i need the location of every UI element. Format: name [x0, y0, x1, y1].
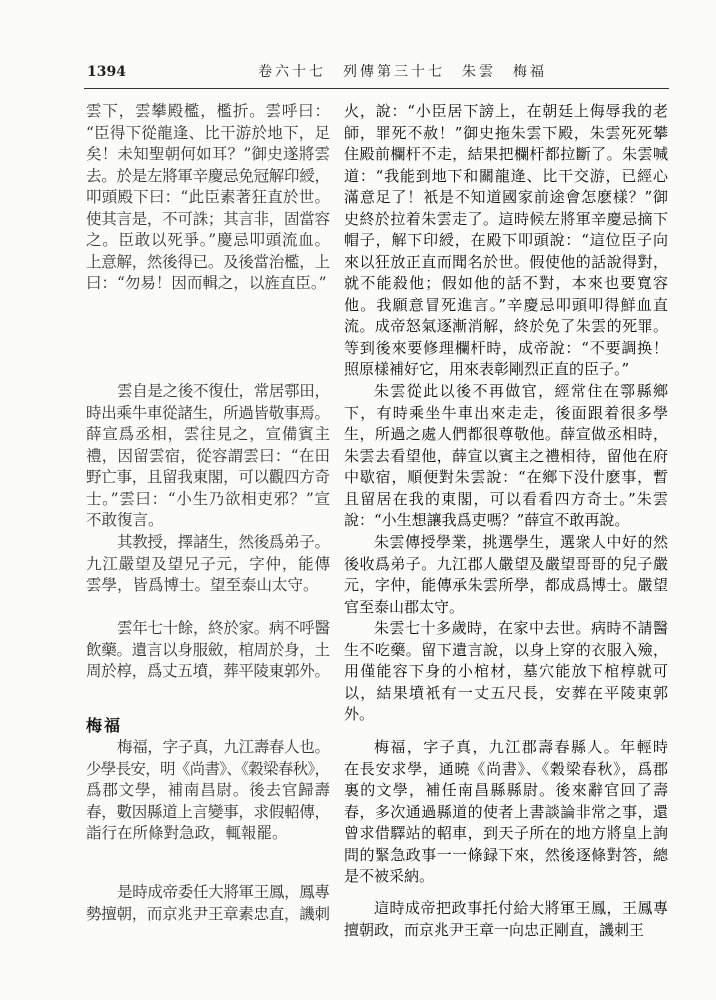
line-text: 上意解，然後得已。及後當治檻，上 — [86, 252, 330, 271]
translation-paragraph — [344, 381, 668, 532]
line-text: 帽子，解下印綬，在殿下叩頭說：“這位臣子向 — [344, 231, 669, 249]
line-text: 勢擅朝，而京兆尹王章素忠直，譏刺 — [86, 904, 330, 923]
text-line — [344, 403, 668, 425]
text-line — [344, 554, 668, 576]
line-text: 薛宣爲丞相，雲往見之，宣備賓主 — [86, 425, 331, 443]
text-line — [86, 467, 330, 489]
text-line — [344, 338, 668, 360]
line-text: 去。於是左將軍辛慶忌免冠解印綬， — [86, 166, 330, 185]
text-line — [344, 737, 668, 759]
text-line — [344, 845, 668, 867]
text-line — [344, 359, 668, 381]
line-text: 不敢復言。 — [86, 511, 164, 529]
line-text: 時出乘牛車從諸生，所過皆敬事焉。 — [86, 403, 330, 422]
text-line — [344, 123, 668, 145]
text-line — [86, 144, 330, 166]
text-line — [344, 489, 668, 511]
line-text: 叩頭殿下曰：“此臣素著狂直於世。 — [86, 188, 331, 206]
text-line — [344, 230, 668, 252]
classical-paragraph — [86, 101, 330, 295]
line-text: 照原樣補好它，用來表彰剛烈正直的臣子。” — [344, 360, 630, 378]
text-line — [344, 920, 668, 942]
line-text: 爲郡文學，補南昌尉。後去官歸壽 — [86, 781, 331, 799]
line-text: 裏的文學，補任南昌縣縣尉。後來辭官回了壽 — [344, 781, 670, 799]
text-line — [86, 640, 330, 662]
text-line — [86, 780, 330, 802]
text-line — [86, 424, 330, 446]
line-text: 官至泰山郡太守。 — [344, 597, 465, 616]
line-text: 生，所過之處人們都很尊敬他。薛宣做丞相時， — [344, 425, 669, 443]
running-head-title: 卷六十七 列傳第三十七 朱雲 梅福 — [258, 64, 547, 80]
text-line — [86, 618, 330, 640]
text-line — [344, 759, 668, 781]
classical-paragraph — [86, 381, 330, 532]
page-number: 1394 — [87, 64, 126, 80]
text-line — [86, 446, 330, 468]
line-text: 少學長安，明《尚書》、《穀梁春秋》， — [86, 759, 330, 778]
text-line — [344, 467, 668, 489]
text-line — [86, 187, 330, 209]
line-text: 雲下，雲攀殿檻，檻折。雲呼曰： — [86, 102, 331, 120]
line-text: 史終於拉着朱雲走了。這時候左將軍辛慶忌摘下 — [344, 209, 669, 228]
line-text: 下，有時乘坐牛車出來走走，後面跟着很多學 — [344, 403, 670, 422]
line-text: 且留居在我的東閣，可以看看四方奇士。”朱雲 — [344, 489, 670, 508]
text-line — [86, 489, 330, 511]
text-line — [86, 166, 330, 188]
text-line — [344, 252, 668, 274]
text-line — [344, 823, 668, 845]
text-line — [344, 575, 668, 597]
line-text: 雲年七十餘，終於家。病不呼醫 — [117, 619, 330, 637]
section-heading: 梅福 — [86, 716, 123, 735]
line-text: 住殿前欄杆不走，結果把欄杆都拉斷了。朱雲喊 — [344, 145, 669, 163]
line-text: 在長安求學，通曉《尚書》、《穀梁春秋》，爲郡 — [344, 759, 669, 778]
text-line — [86, 209, 330, 231]
line-text: 後收爲弟子。九江郡人嚴望及嚴望哥哥的兒子嚴 — [344, 554, 669, 573]
classical-paragraph — [86, 882, 330, 925]
text-line — [86, 381, 330, 403]
text-line — [86, 759, 330, 781]
line-text: 火，說：“小臣居下謗上，在朝廷上侮辱我的老 — [344, 102, 669, 120]
text-line — [344, 424, 668, 446]
line-text: 是時成帝委任大將軍王鳳，鳳專 — [117, 883, 330, 901]
text-line — [344, 209, 668, 231]
text-line — [344, 866, 668, 888]
line-text: 外。 — [344, 705, 375, 723]
line-text: 擅朝政，而京兆尹王章一向忠正剛直，譏刺王 — [344, 920, 645, 939]
line-text: 雲學，皆爲博士。望至泰山太守。 — [86, 576, 319, 594]
text-line — [86, 554, 330, 576]
line-text: 士。”雲曰：“小生乃欲相吏邪？”宣 — [86, 489, 331, 508]
text-line — [344, 273, 668, 295]
text-line — [344, 295, 668, 317]
line-text: 道：“我能到地下和關龍逄、比干交游，已經心 — [344, 166, 669, 185]
line-text: 曾求借驛站的軺車，到天子所在的地方將皇上詢 — [344, 824, 669, 842]
line-text: 飲藥。遺言以身服斂，棺周於身，土 — [86, 640, 330, 659]
line-text: 用僅能容下身的小棺材，墓穴能放下棺椁就可 — [344, 662, 670, 680]
text-line — [86, 252, 330, 274]
translation-paragraph — [344, 618, 668, 726]
text-line — [344, 144, 668, 166]
text-line — [86, 904, 330, 926]
classical-paragraph — [86, 737, 330, 845]
line-text: 流。成帝怒氣逐漸消解，終於免了朱雲的死罪。 — [344, 317, 669, 335]
text-line — [344, 802, 668, 824]
text-line — [86, 737, 330, 759]
text-line — [344, 898, 668, 920]
line-text: 朱雲傳授學業，挑選學生，選衆人中好的然 — [374, 533, 669, 551]
line-text: 是不被采納。 — [344, 867, 435, 885]
translation-column — [344, 0, 668, 1000]
text-line — [86, 882, 330, 904]
text-line — [86, 230, 330, 252]
line-text: 滿意足了！衹是不知道國家前途會怎麽樣？”御 — [344, 188, 669, 206]
line-text: 禮，因留雲宿，從容謂雲曰：“在田 — [86, 446, 331, 465]
text-line — [86, 532, 330, 554]
line-text: 他。我願意冒死進言。”辛慶忌叩頭叩得鮮血直 — [344, 295, 670, 314]
line-text: 梅福，字子真，九江郡壽春縣人。年輕時 — [374, 738, 670, 756]
line-text: 就不能殺他；假如他的話不對，本來也要寬容 — [344, 274, 670, 292]
translation-paragraph — [344, 898, 668, 941]
text-line — [86, 403, 330, 425]
text-line — [344, 597, 668, 619]
classical-text-column — [86, 0, 330, 1000]
text-line — [344, 166, 668, 188]
translation-paragraph — [344, 101, 668, 381]
text-line — [344, 640, 668, 662]
classical-paragraph — [86, 532, 330, 597]
translation-paragraph — [344, 737, 668, 888]
text-line — [344, 187, 668, 209]
line-text: 野亡事，且留我東閣，可以觀四方奇 — [86, 468, 330, 486]
line-text: 等到後來要修理欄杆時，成帝說：“不要調换！ — [344, 338, 669, 357]
line-text: 生不吃藥。留下遺言說，以身上穿的衣服入殮， — [344, 640, 669, 659]
text-line — [86, 101, 330, 123]
text-line — [344, 683, 668, 705]
line-text: 這時成帝把政事托付給大將軍王鳳，王鳳專 — [374, 899, 669, 917]
text-line — [86, 823, 330, 845]
text-line — [86, 802, 330, 824]
line-text: 師，罪死不赦！”御史拖朱雲下殿，朱雲死死攀 — [344, 123, 669, 142]
line-text: 中歇宿，順便對朱雲說：“在鄉下没什麽事，暫 — [344, 468, 669, 486]
line-text: 朱雲七十多歲時，在家中去世。病時不請醫 — [374, 619, 669, 637]
line-text: 春，數因縣道上言變事，求假軺傳， — [86, 802, 330, 821]
line-text: 矣！未知聖朝何如耳？”御史遂將雲 — [86, 145, 331, 163]
text-line — [344, 704, 668, 726]
line-text: 曰：“勿易！因而輯之，以旌直臣。” — [86, 274, 327, 292]
line-text: 春，多次通過縣道的使者上書談論非常之事，還 — [344, 802, 669, 821]
line-text: 以，結果墳衹有一丈五尺長，安葬在平陵東郭 — [344, 683, 670, 702]
text-line — [86, 661, 330, 683]
line-text: 雲自是之後不復仕，常居鄠田， — [117, 382, 330, 400]
text-line — [344, 780, 668, 802]
line-text: 周於椁，爲丈五墳，葬平陵東郭外。 — [86, 662, 330, 680]
line-text: 來以狂放正直而聞名於世。假使他的話說得對， — [344, 252, 669, 271]
text-line — [344, 101, 668, 123]
line-text: 其教授，擇諸生，然後爲弟子。 — [117, 533, 330, 551]
line-text: 使其言是，不可誅；其言非，固當容 — [86, 209, 330, 228]
line-text: 九江嚴望及望兄子元，字仲，能傳 — [86, 554, 331, 573]
text-line — [344, 510, 668, 532]
text-line — [344, 661, 668, 683]
text-line — [344, 316, 668, 338]
line-text: 梅福，字子真，九江壽春人也。 — [117, 738, 330, 756]
text-line — [344, 532, 668, 554]
line-text: 朱雲從此以後不再做官，經常住在鄠縣鄉 — [374, 382, 670, 400]
text-line — [344, 446, 668, 468]
line-text: 詣行在所條對急政，輒報罷。 — [86, 824, 288, 842]
text-line — [86, 273, 330, 295]
line-text: 說：“小生想讓我爲吏嗎？”薛宣不敢再說。 — [344, 511, 630, 529]
text-line — [86, 510, 330, 532]
translation-paragraph — [344, 532, 668, 618]
line-text: 朱雲去看望他，薛宣以賓主之禮相待，留他在府 — [344, 446, 669, 465]
text-line — [86, 575, 330, 597]
text-line — [344, 618, 668, 640]
text-line — [86, 123, 330, 145]
line-text: 問的緊急政事一一條録下來，然後逐條對答，總 — [344, 845, 669, 864]
text-line — [344, 381, 668, 403]
line-text: 之。臣敢以死爭。”慶忌叩頭流血。 — [86, 231, 331, 249]
classical-paragraph — [86, 618, 330, 683]
line-text: “臣得下從龍逢、比干游於地下，足 — [86, 123, 331, 142]
line-text: 元，字仲，能傳承朱雲所學，都成爲博士。嚴望 — [344, 576, 669, 594]
